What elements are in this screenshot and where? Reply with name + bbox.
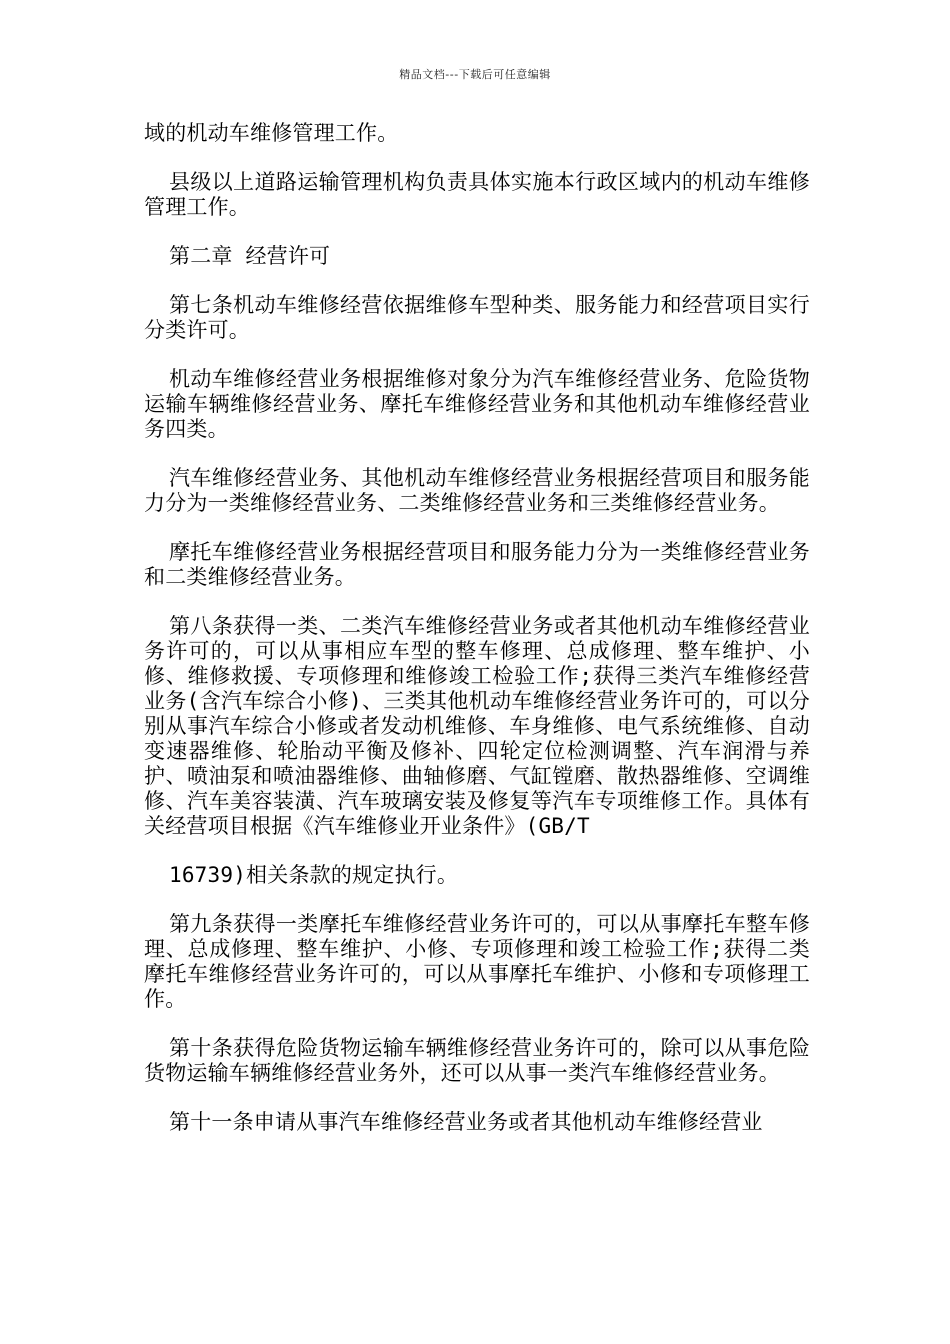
article-8: 第八条获得一类、二类汽车维修经营业务或者其他机动车维修经营业务许可的，可以从事相应车型的整车修理、总成修理、整车维护、小修、维修救援、专项修理和维修竣工检验工作;获得三类汽车维修经营业务(含汽车综合小修)、三类其他机动车维修经营业务许可的，可以分别从事汽车综合小修或者发动机维修、车身维修、电气系统维修、自动变速器维修、轮胎动平衡及修补、四轮定位检测调整、汽车润滑与养护、喷油泵和喷油器维修、曲轴修磨、气缸镗磨、散热器维修、空调维修、汽车美容装潢、汽车玻璃安装及修复等汽车专项维修工作。具体有关经营项目根据《汽车维修业开业条件》(GB/T <box>144 614 810 838</box>
paragraph-business-types: 机动车维修经营业务根据维修对象分为汽车维修经营业务、危险货物运输车辆维修经营业务、摩托车维修经营业务和其他机动车维修经营业务四类。 <box>144 367 810 441</box>
paragraph-1: 域的机动车维修管理工作。 <box>144 121 399 145</box>
article-10: 第十条获得危险货物运输车辆维修经营业务许可的，除可以从事危险货物运输车辆维修经营业务外，还可以从事一类汽车维修经营业务。 <box>144 1036 810 1085</box>
chapter-heading: 第二章 经营许可 <box>169 244 331 268</box>
paragraph-motorcycle-classes: 摩托车维修经营业务根据经营项目和服务能力分为一类维修经营业务和二类维修经营业务。 <box>144 540 810 589</box>
article-7: 第七条机动车维修经营依据维修车型种类、服务能力和经营项目实行分类许可。 <box>144 293 810 342</box>
paragraph-auto-classes: 汽车维修经营业务、其他机动车维修经营业务根据经营项目和服务能力分为一类维修经营业务、二类维修经营业务和三类维修经营业务。 <box>144 466 810 515</box>
paragraph-2: 县级以上道路运输管理机构负责具体实施本行政区域内的机动车维修管理工作。 <box>144 170 810 219</box>
article-11: 第十一条申请从事汽车维修经营业务或者其他机动车维修经营业 <box>169 1110 763 1134</box>
document-body <box>144 121 810 1159</box>
page-header: 精品文档---下载后可任意编辑 <box>399 68 551 81</box>
article-9: 第九条获得一类摩托车维修经营业务许可的，可以从事摩托车整车修理、总成修理、整车维护、小修、专项修理和竣工检验工作;获得二类摩托车维修经营业务许可的，可以从事摩托车维护、小修和专项修理工作。 <box>144 912 810 1011</box>
article-8-continued: 16739)相关条款的规定执行。 <box>169 863 459 887</box>
